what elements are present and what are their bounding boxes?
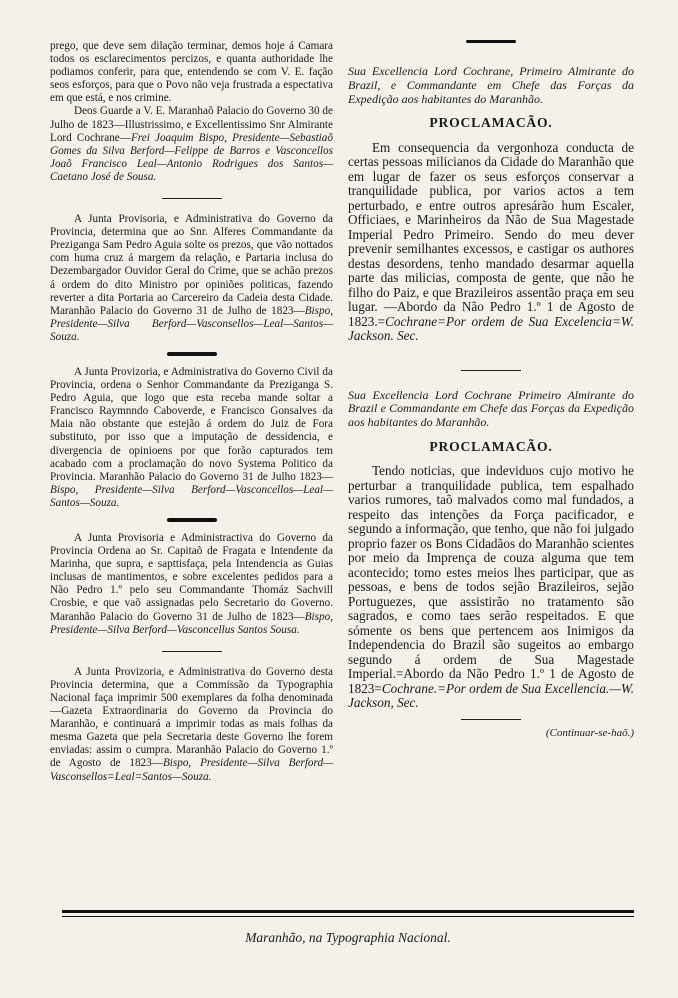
- order-release-prisoners: A Junta Provisoria, e Administrativa do Governo da Provincia, determina que ao Snr. Alferes Commandante da Preziganga Sam Pedro Aguia solte os prezos, que vão nottados com huma cruz á margem da relação, e Partaria inclusa do Dezembargador Ouvidor Geral do Crime, que se achão prezos á ordem do dito Ministro por opiniões politicas, fazendo reverter a dita Portaria ao Carcereiro da Cadeia desta Cidade. Maranhão Palacio do Governo 31 de Julho de 1823—Bispo, Presidente—Silva Berford—Vasconsellos—Leal—Santos—Souza.: [50, 213, 333, 343]
- order-release-caboverde: A Junta Provizoria, e Administrativa do Governo Civil da Provincia, ordena o Senhor Commandante da Preziganga S. Pedro Aguia, que logo que esta receba mande soltar a Francisco Raymnndo Caboverde, e Francisco Gonsalves da Maia não obstante que estejão á ordem do Juiz de Fora substituto, por isso que a imputação de dessidencia, e divergencia de opinioens por que forão capturados tem acabado com a proclamação do novo Systema Politico da Provincia. Maranhão Palacio do Governo 31 de Julho 1823—Bispo, Presidente—Silva Berford—Vasconcellos—Leal—Santos—Souza.: [50, 365, 333, 509]
- proclamation-2-heading: PROCLAMACÃO.: [429, 438, 553, 454]
- order-signatories: Bispo, Presidente—Silva Berford—Vasconsellos=Leal=Santos—Souza.: [50, 757, 333, 783]
- order-signatories: Bispo, Presidente—Silva Berford—Vasconcellos—Leal—Santos—Souza.: [50, 483, 333, 509]
- proclamation-2-title: Sua Excellencia Lord Cochrane Primeiro Almirante do Brazil e Commandante em Chefe das Forças da Expedição aos habitantes do Maranhão.: [348, 387, 634, 430]
- footer-rule-thick: [62, 910, 634, 913]
- separator-rule: [162, 198, 222, 199]
- separator-rule: [461, 370, 521, 371]
- proclamation-1-heading: PROCLAMACÃO.: [429, 115, 553, 131]
- proclamation-2-body: Tendo noticias, que indeviduos cujo motivo he perturbar a tranquilidade publica, tem espalhado varios rumores, taõ malvados como mal fundados, a respeito das intenções da Força pacificador, e segundo a informação, que tenho, que não foi julgado proprio fazer os Bons Cidadãos do Maranhão scientes por meio da Imprença de couza alguma que tem acontecido; tomo estes meios lhes participar, que as pessoas, e bens de todos sejão Brazileiros, sejão Portuguezes, que assistirão no tratamento são sagrados, e como taes serão respeitados. E que sómente os bens que pertencem aos Inimigos da Independencia do Brazil são sugeitos ao embargo segundo á ordem de Sua Magestade Imperial.=Abordo da Não Pedro 1.º 1 de Agosto de 1823=Cochrane.=Por ordem de Sua Excellencia.—W. Jackson, Sec.: [348, 463, 635, 711]
- order-signatories: Bispo, Presidente—Silva Berford—Vasconsellos—Leal—Santos—Souza.: [50, 304, 333, 343]
- letter-signatories: Frei Joaquim Bispo, Presidente—Sebastiaõ Gomes da Silva Berford—Felippe de Barros e Vasconcellos Joaõ Francisco Leal—Antonio Rodrigues dos Santos—Caetano José de Sousa.: [50, 131, 333, 183]
- proclamation-1-signature: Cochrane=Por ordem de Sua Excelencia=W. Jackson. Sec.: [348, 313, 634, 344]
- separator-bar: [466, 40, 516, 43]
- left-column: [50, 40, 333, 784]
- separator-bar: [167, 518, 217, 522]
- separator-rule: [162, 651, 222, 652]
- printer-imprint: Maranhão, na Typographia Nacional.: [245, 930, 451, 945]
- proclamation-2-signature: Cochrane.=Por ordem de Sua Excellencia.—W. Jackson, Sec.: [348, 680, 635, 711]
- proclamation-1-title: Sua Excellencia Lord Cochrane, Primeiro Almirante do Brazil, e Commandante em Chefe das Forças da Expedição aos habitantes do Maranhão.: [348, 64, 634, 106]
- letter-salutation: Deos Guarde a V. E. Maranhaõ Palacio do Governo 30 de Julho de 1823—Illustrissimo, e Excellentissimo Snr Almirante Lord Cochrane—Frei Joaquim Bispo, Presidente—Sebastiaõ Gomes da Silva Berford—Felippe de Barros e Vasconcellos Joaõ Francisco Leal—Antonio Rodrigues dos Santos—Caetano José de Sousa.: [50, 105, 333, 183]
- order-marinha-supplies: A Junta Provisoria e Administractiva do Governo da Provincia Ordena ao Sr. Capitaõ de Fragata e Intendente da Marinha, que supra, e sapttisfaça, pela Intendencia as Guias inclusas de mantimentos, e sobre excelentes pedidos para a Não Pedro 1.º pelo seu Commandante Thomáz Sachvill Crosbie, e que vaõ assignadas pelo Secretario do Governo. Maranhão Palacio do Governo 31 de Julho de 1823—Bispo, Presidente—Silva Berford—Vasconcellus Santos Sousa.: [50, 532, 333, 636]
- proclamation-1-body: Em consequencia da vergonhoza conducta de certas pessoas milicianos da Cidade do Maranhão que em lugar de fazer os seus esforços conservar a tranquilidade publica, por varios actos a tem perturbado, e entre outros apresárão hum Escaler, Officiaes, e Marinheiros da Não de Sua Magestade Imperial Pedro Primeiro. Sendo do meu dever prevenir semilhantes excessos, e castigar os authores destas desordens, tenho mandado desarmar aquella parte das milicias, composta de gente, que não he filho do Paiz, e que Brazileiros assentão praça em seu lugar. —Abordo da Não Pedro 1.º 1 de Agosto de 1823.=Cochrane=Por ordem de Sua Excelencia=W. Jackson. Sec.: [348, 139, 634, 344]
- right-column: [348, 40, 634, 740]
- continuation-note: (Continuar-se-haõ.): [545, 726, 634, 739]
- separator-bar: [167, 352, 217, 356]
- separator-rule: [461, 719, 521, 720]
- footer-rule-thin: [62, 916, 634, 917]
- order-signatories: Bispo, Presidente—Silva Berford—Vasconcellus Santos Sousa.: [50, 610, 333, 636]
- letter-closing: prego, que deve sem dilação terminar, demos hoje á Camara todos os esclarecimentos percizos, e quanta authoridade lhe podiamos conferir, para que, entendendo se com V. E. fação seos esforços, para que o Povo não veja frustrada a espectativa em que está, e nos crimine.: [50, 40, 333, 105]
- order-typography-print: A Junta Provizoria, e Administrativa do Governo desta Provincia determina, que a Commissão da Typographia Nacional faça imprimir 500 exemplares da folha denominada—Gazeta Extraordinaria do Governo da Provincia do Maranhão, e continuará a imprimir todas as mais folhas da mesma Gazeta que pela Secretaria deste Governo lhe forem enviadas: assim o cumpra. Maranhão Palacio do Governo 1.º de Agosto de 1823—Bispo, Presidente—Silva Berford—Vasconsellos=Leal=Santos—Souza.: [50, 665, 333, 783]
